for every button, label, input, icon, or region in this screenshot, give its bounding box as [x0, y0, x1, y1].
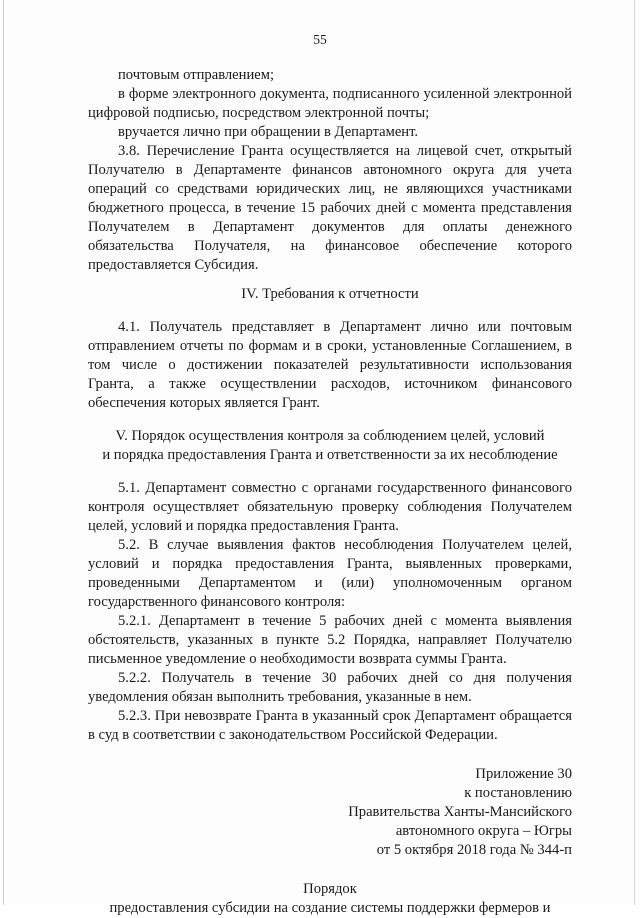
paragraph-in-person: вручается лично при обращении в Департамент.	[118, 124, 419, 140]
paragraph-electronic: в форме электронного документа, подписанного усиленной электронной цифровой подписью, посредством электронной почты;	[88, 86, 572, 121]
order-subtitle: предоставления субсидии на создание системы поддержки фермеров и	[109, 900, 551, 916]
section-4-title: IV. Требования к отчетности	[241, 286, 419, 302]
paragraph-5-2-1: 5.2.1. Департамент в течение 5 рабочих дней с момента выявления обстоятельств, указанных в пункте 5.2 Порядка, направляет Получателю письменное уведомление о необходимости возврата суммы Гранта.	[88, 613, 572, 667]
paragraph-3-8: 3.8. Перечисление Гранта осуществляется на лицевой счет, открытый Получателю в Департаменте финансов автономного округа для учета операций со средствами юридических лиц, не являющихся участниками бюджетного процесса, в течение 15 рабочих дней с момента представления Получателем в Департамент документов для оплаты денежного обязательства Получателя, на финансовое обеспечение которого предоставляется Субсидия.	[88, 143, 572, 273]
paragraph-postal: почтовым отправлением;	[118, 67, 275, 83]
scan-edge-left	[3, 0, 4, 905]
appendix-line-3: Правительства Ханты-Мансийского	[348, 804, 572, 820]
section-5-title-line-1: V. Порядок осуществления контроля за соблюдением целей, условий	[115, 428, 545, 444]
appendix-block	[88, 765, 572, 860]
page-content	[88, 66, 572, 918]
appendix-line-2: к постановлению	[464, 785, 572, 801]
paragraph-5-2-2: 5.2.2. Получатель в течение 30 рабочих дней со дня получения уведомления обязан выполнить требования, указанные в нем.	[88, 670, 572, 705]
scan-edge-right	[634, 0, 635, 905]
paragraph-5-1: 5.1. Департамент совместно с органами государственного финансового контроля осуществляет обязательную проверку соблюдения Получателем целей, условий и порядка предоставления Гранта.	[88, 480, 572, 534]
page-number: 55	[313, 32, 327, 47]
appendix-line-5: от 5 октября 2018 года № 344-п	[376, 842, 572, 858]
appendix-line-1: Приложение 30	[475, 766, 572, 782]
section-5-title-line-2: и порядка предоставления Гранта и ответственности за их несоблюдение	[102, 447, 558, 463]
appendix-line-4: автономного округа – Югры	[395, 823, 572, 839]
paragraph-5-2: 5.2. В случае выявления фактов несоблюдения Получателем целей, условий и порядка предоставления Гранта, выявленных проверками, проведенными Департаментом и (или) уполномоченным органом государственного финансового контроля:	[88, 537, 572, 610]
order-title: Порядок	[303, 881, 357, 897]
paragraph-4-1: 4.1. Получатель представляет в Департамент лично или почтовым отправлением отчеты по формам и в сроки, установленные Соглашением, в том числе о достижении показателей результативности использования Гранта, а также осуществлении расходов, источником финансового обеспечения которых является Грант.	[88, 319, 572, 411]
paragraph-5-2-3: 5.2.3. При невозврате Гранта в указанный срок Департамент обращается в суд в соответствии с законодательством Российской Федерации.	[88, 708, 572, 743]
